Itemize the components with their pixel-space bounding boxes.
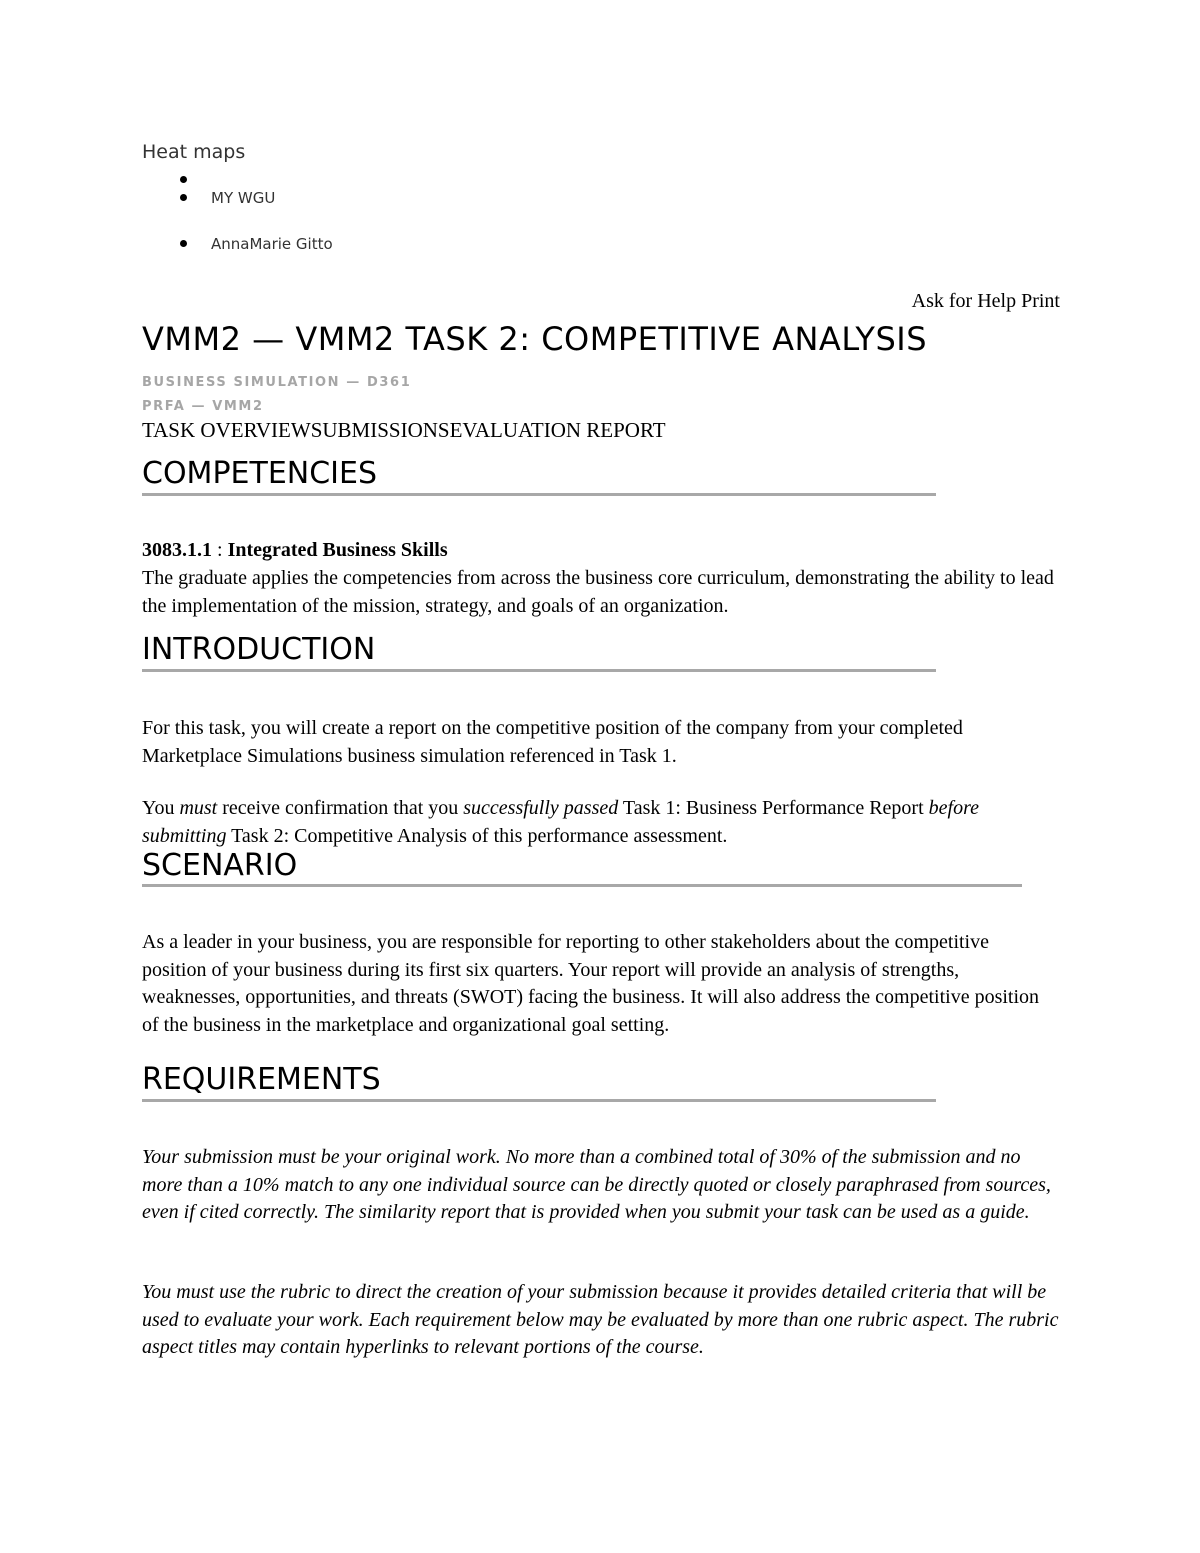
intro-emphasis-before: before submitting — [142, 797, 980, 847]
tab-submissions[interactable]: SUBMISSIONS — [310, 418, 450, 442]
intro-emphasis-passed: successfully passed — [463, 797, 619, 819]
scenario-heading: SCENARIO — [142, 848, 298, 883]
tab-evaluation-report[interactable]: EVALUATION REPORT — [449, 418, 666, 442]
intro-emphasis-must: must — [179, 797, 218, 819]
introduction-paragraph-2 — [142, 795, 1012, 850]
tab-task-overview[interactable]: TASK OVERVIEW — [142, 418, 311, 442]
intro-text-g: Task 2: Competitive Analysis of this performance assessment. — [226, 824, 728, 847]
introduction-heading: INTRODUCTION — [142, 632, 376, 667]
site-title[interactable]: Heat maps — [142, 141, 246, 163]
task-tabs — [142, 418, 666, 443]
ask-for-help-link[interactable]: Ask for Help — [911, 290, 1017, 312]
competencies-divider — [142, 493, 936, 496]
course-label: BUSINESS SIMULATION — D361 — [142, 375, 412, 390]
introduction-divider — [142, 669, 936, 672]
scenario-paragraph: As a leader in your business, you are responsible for reporting to other stakeholders about the competitive position of your business during its first six quarters. Your report will provide an analysis of strengths, weaknesses, opportunities, and threats (SWOT) facing the business. It will also address the competitive position of the business in the marketplace and organizational goal setting. — [142, 931, 1040, 1036]
competency-title — [142, 539, 448, 562]
competency-separator: : — [212, 539, 228, 561]
competency-code: 3083.1.1 — [142, 539, 212, 561]
competency-name: Integrated Business Skills — [227, 539, 448, 561]
requirements-paragraph-1: Your submission must be your original work. No more than a combined total of 30% of the submission and no more than a 10% match to any one individual source can be directly quoted or closely paraphrased from sources, even if cited correctly. The similarity report that is provided when you submit your task can be used as a guide. — [142, 1146, 1051, 1223]
help-print-links — [912, 290, 1060, 313]
introduction-paragraph-1: For this task, you will create a report on the competitive position of the company from your completed Marketplace Simulations business simulation referenced in Task 1. — [142, 717, 963, 767]
nav-item-user-name[interactable]: AnnaMarie Gitto — [176, 234, 333, 255]
competencies-heading: COMPETENCIES — [142, 456, 378, 491]
intro-text-c: receive confirmation that you — [217, 797, 464, 819]
assessment-code: PRFA — VMM2 — [142, 399, 264, 414]
page-title: VMM2 — VMM2 TASK 2: COMPETITIVE ANALYSIS — [142, 320, 927, 358]
intro-text-e: Task 1: Business Performance Report — [618, 797, 929, 819]
requirements-paragraph-2: You must use the rubric to direct the creation of your submission because it provides detailed criteria that will be used to evaluate your work. Each requirement below may be evaluated by more than one rubric aspect. The rubric aspect titles may contain hyperlinks to relevant portions of the course. — [142, 1281, 1059, 1358]
requirements-heading: REQUIREMENTS — [142, 1062, 381, 1097]
top-nav-list — [176, 170, 333, 255]
nav-item-empty[interactable] — [176, 170, 333, 188]
nav-item-my-wgu[interactable]: MY WGU — [176, 188, 333, 234]
competency-description: The graduate applies the competencies from across the business core curriculum, demonstrating the ability to lead the implementation of the mission, strategy, and goals of an organization. — [142, 567, 1054, 617]
print-link[interactable]: Print — [1021, 290, 1060, 312]
intro-text-a: You — [142, 797, 180, 819]
scenario-divider — [142, 884, 1022, 887]
requirements-divider — [142, 1099, 936, 1102]
